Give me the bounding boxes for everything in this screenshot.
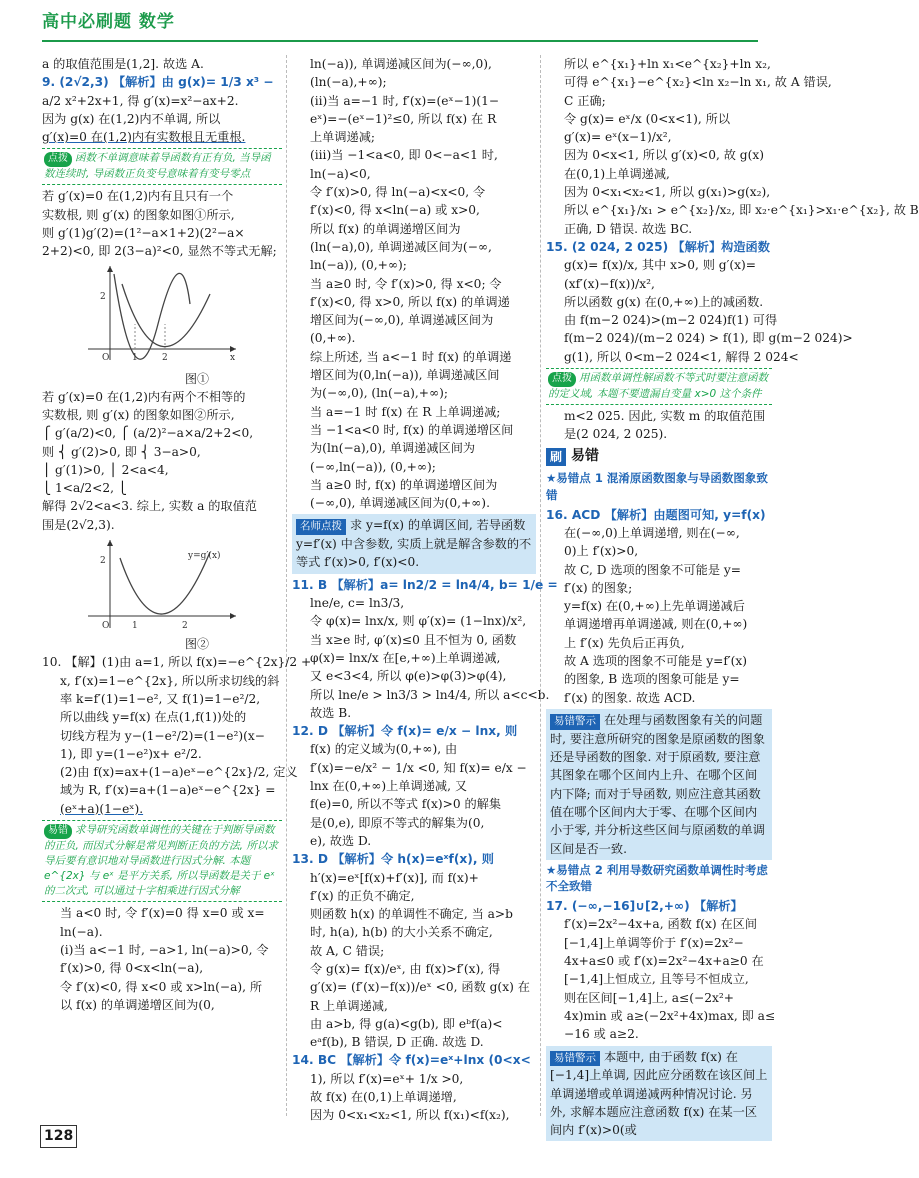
section-title: 易错 [571,448,600,465]
text-line: (0,+∞). [310,331,356,346]
text-line: 因为 0<x₁<x₂<1, 所以 g(x₁)>g(x₂), [564,185,771,200]
text-line: g′(x)=0 在(1,2)内有实数根且无重根. [42,130,246,145]
text-line: 增区间为(−∞,0), 单调递减区间为 [310,313,494,328]
text-line: ln(−a)<0, [310,166,371,181]
text-line: 令 f′(x)<0, 得 x<0 或 x>ln(−a), 所 [60,979,263,994]
teacher-tip-tag: 名师点拨 [296,519,346,535]
text-line: a/2 x²+2x+1, 得 g′(x)=x²−ax+2. [42,93,239,108]
text-line: ln(−a)), 单调递减区间为(−∞,0), [310,57,492,71]
answer-14-heading: 14. BC 【解析】令 f(x)=eˣ+lnx (0<x< [292,1053,531,1068]
text-line: 所以 e^{x₁}/x₁ > e^{x₂}/x₂, 即 x₂·e^{x₁}>x₁·e^{x₂}, 故 B [564,203,919,218]
text-line: 0)上 f′(x)>0, [564,544,639,559]
text-line: 1), 所以 f′(x)=eˣ+ 1/x >0, [310,1071,464,1086]
text-line: 是(0,e), 即原不等式的解集为(0, [310,815,485,830]
text-line: (ii)当 a=−1 时, f′(x)=(eˣ−1)(1− [310,93,500,108]
answer-13-heading: 13. D 【解析】令 h(x)=eˣf(x), 则 [292,852,494,867]
text-line: 可得 e^{x₁}−e^{x₂}<ln x₂−ln x₁, 故 A 错误, [564,75,832,90]
text-line: 因为 g(x) 在(1,2)内不单调, 所以 [42,111,221,126]
text-line: 当 −1<a<0 时, f(x) 的单调递增区间 [310,422,514,437]
text-line: ln(−a)), (0,+∞); [310,258,407,273]
text-line: 正确, D 错误. 故选 BC. [564,221,693,236]
text-line: 令 φ(x)= lnx/x, 则 φ′(x)= (1−lnx)/x², [310,614,527,629]
text-line: 当 x≥e 时, φ′(x)≤0 且不恒为 0, 函数 [310,632,517,647]
answer-12-heading: 12. D 【解析】令 f(x)= e/x − lnx, 则 [292,724,518,739]
text-line: 因为 0<x₁<x₂<1, 所以 f(x₁)<f(x₂), [310,1108,510,1123]
text-line: 故 A 选项的图象不可能是 y=f′(x) [564,654,748,669]
svg-text:O: O [102,353,110,364]
text-line: f′(x) 的图象. 故选 ACD. [564,690,696,705]
text-line: f′(x)=2x²−4x+a, 函数 f(x) 在区间 [564,917,758,932]
text-line: f′(x)>0, 得 0<x<ln(−a), [60,961,204,976]
text-line: [−1,4]上单调等价于 f′(x)=2x²− [564,935,744,950]
text-line: R 上单调递减, [310,998,388,1013]
text-line: 故选 B. [310,705,352,720]
text-line: 令 g(x)= eˣ/x (0<x<1), 所以 [564,111,731,126]
tip-text: 用函数单调性解函数不等式时要注意函数的定义域, 本题不要遗漏自变量 x>0 这个条件 [548,372,768,400]
text-line: 切线方程为 y−(1−e²/2)=(1−e²)(x− [60,728,265,743]
error-tag: 易错 [44,824,72,839]
text-line: y=f(x) 在(0,+∞)上先单调递减后 [564,599,745,614]
column-divider [286,55,287,1116]
text-line: 域为 R, f′(x)=a+(1−a)eˣ−e^{2x} = [60,783,276,798]
column-1 [42,55,312,1014]
text-line: (−∞,0), 单调递减区间为(0,+∞). [310,496,490,511]
tip-note [546,368,772,405]
text-line: ⎪ g′(1)>0, ⎪ 2<a<4, [42,462,169,477]
text-line: 为(ln(−a),0), 单调递减区间为 [310,441,476,456]
text-line: 故 A, C 错误; [310,943,385,958]
text-line: C 正确; [564,93,606,108]
column-2 [292,55,558,1125]
text-line: g(x)= f(x)/x, 其中 x>0, 则 g′(x)= [564,258,756,273]
text-line: 所以 f(x) 的单调递增区间为 [310,221,461,236]
text-line: 4x)min 或 a≥(−2x²+4x)max, 即 a≤ [564,1008,776,1023]
figure-1-caption: 图① [184,371,209,386]
text-line: 实数根, 则 g′(x) 的图象如图②所示, [42,407,235,422]
text-line: 当 a=−1 时 f(x) 在 R 上单调递减; [310,404,501,419]
text-line: 4x+a≤0 或 f′(x)=2x²−4x+a≥0 在 [564,954,764,969]
text-line: (eˣ+a)(1−eˣ). [60,801,144,816]
text-line: f(m−2 024)/(m−2 024) > f(1), 即 g(m−2 024)> [564,331,853,346]
error-point-1: ★易错点 1 混淆原函数图象与导函数图象致错 [546,471,768,503]
warning-tag: 易错警示 [550,714,600,730]
text-line: f′(x)<0, 得 x<ln(−a) 或 x>0, [310,203,480,218]
text-line: 上 f′(x) 先负后正再负, [564,635,685,650]
text-line: φ(x)= lnx/x 在[e,+∞)上单调递减, [310,650,501,665]
text-line: 故 f(x) 在(0,1)上单调递增, [310,1090,457,1105]
error-note [42,820,282,902]
svg-text:2: 2 [162,353,168,364]
text-line: 增区间为(0,ln(−a)), 单调递减区间 [310,368,500,383]
text-line: (ln(−a),+∞); [310,75,387,90]
answer-17-heading: 17. (−∞,−16]∪[2,+∞) 【解析】 [546,899,743,914]
answer-15-heading: 15. (2 024, 2 025) 【解析】构造函数 [546,239,770,254]
text-line: 单调递增再单调递减, 则在(0,+∞) [564,617,748,632]
text-line: 围是(2√2,3). [42,517,115,532]
text-line: 2+2)<0, 即 2(3−a)²<0, 显然不等式无解; [42,244,277,259]
text-line: 因为 0<x<1, 所以 g′(x)<0, 故 g(x) [564,148,764,163]
svg-text:1: 1 [132,621,138,632]
text-line: a 的取值范围是(1,2]. 故选 A. [42,57,204,71]
column-3 [546,55,919,1143]
text-line: 是(2 024, 2 025). [564,427,668,442]
text-line: [−1,4]上恒成立, 且等号不恒成立, [564,972,749,987]
text-line: 所以函数 g(x) 在(0,+∞)上的减函数. [564,294,764,309]
text-line: (xf′(x)−f(x))/x², [564,276,655,291]
text-line: f(x) 的定义域为(0,+∞), 由 [310,742,458,757]
tip-tag: 点拨 [548,372,576,387]
figure-1-graph [80,264,240,364]
text-line: 则 ⎨ g′(2)>0, 即 ⎨ 3−a>0, [42,444,201,459]
text-line: m<2 025. 因此, 实数 m 的取值范围 [564,408,766,423]
text-line: 故 C, D 选项的图象不可能是 y= [564,562,742,577]
section-heading [546,446,772,467]
text-line: x, f′(x)=1−e^{2x}, 所以所求切线的斜 [60,673,280,688]
text-line: f′(x)<0, 得 x>0, 所以 f(x) 的单调递 [310,294,510,309]
text-line: (−∞,ln(−a)), (0,+∞); [310,459,436,474]
svg-text:1: 1 [132,353,138,364]
text-line: 综上所述, 当 a<−1 时 f(x) 的单调递 [310,349,512,364]
text-line: 所以 lne/e > ln3/3 > ln4/4, 所以 a<c<b. [310,687,550,702]
error-note-text: 求导研究函数单调性的关键在于判断导函数的正负, 而因式分解是常见判断正负的方法, 所以求导后要有意识地对导函数进行因式分解. 本题 e^{2x} 与 eˣ 是平方关系, 所以导函数是关于 eˣ 的二次式, 可以通过十字相乘进行因式分解 [44,824,278,898]
text-line: ln(−a). [60,924,103,939]
text-line: 上单调递减; [310,130,376,145]
text-line: 则 g′(1)g′(2)=(1²−a×1+2)(2²−a× [42,225,245,240]
text-line: 由 a>b, 得 g(a)<g(b), 即 eᵇf(a)< [310,1016,503,1031]
teacher-tip-text: 求 y=f(x) 的单调区间, 若导函数 y=f′(x) 中含参数, 实质上就是解含参数的不等式 f′(x)>0, f′(x)<0. [296,518,532,570]
text-line: 令 f′(x)>0, 得 ln(−a)<x<0, 令 [310,185,486,200]
figure-2-caption: 图② [184,637,209,652]
text-line: 所以曲线 y=f(x) 在点(1,f(1))处的 [60,710,247,725]
tip-text: 函数不单调意味着导函数有正有负, 当导函数连续时, 导函数正负变号意味着有变号零点 [44,152,271,180]
tip-note [42,148,282,185]
answer-9-heading: 9. (2√2,3) 【解析】由 g(x)= 1/3 x³ − [42,75,274,90]
text-line: 由 f(m−2 024)>(m−2 024)f(1) 可得 [564,313,778,328]
answer-16-heading: 16. ACD 【解析】由题图可知, y=f(x) [546,507,766,522]
text-line: 则在区间[−1,4]上, a≤(−2x²+ [564,990,734,1005]
text-line: 的图象, B 选项的图象可能是 y= [564,672,740,687]
figure-2-graph [80,538,240,630]
text-line: 又 e<3<4, 所以 φ(e)>φ(3)>φ(4), [310,669,507,684]
warning-text: 本题中, 由于函数 f(x) 在[−1,4]上单调, 因此应分函数在该区间上单调递增或单调递减两种情况讨论. 另外, 求解本题应注意函数 f(x) 在某一区间内 f′(x)>0(或 [550,1049,768,1138]
text-line: 实数根, 则 g′(x) 的图象如图①所示, [42,207,235,222]
text-line: eᵃf(b), B 错误, D 正确. 故选 D. [310,1035,484,1050]
text-line: e), 故选 D. [310,833,372,848]
text-line: 当 a<0 时, 令 f′(x)=0 得 x=0 或 x= [60,906,265,921]
text-line: 当 a≥0 时, f(x) 的单调递增区间为 [310,477,498,492]
text-line: 所以 e^{x₁}+ln x₁<e^{x₂}+ln x₂, [564,57,771,71]
text-line: 若 g′(x)=0 在(1,2)内有且只有一个 [42,189,234,204]
text-line: 以 f(x) 的单调递增区间为(0, [60,997,215,1012]
text-line: ⎧ g′(a/2)<0, ⎧ (a/2)²−a×a/2+2<0, [42,426,254,441]
svg-text:2: 2 [100,556,106,567]
svg-text:x: x [230,353,236,364]
page-number: 128 [40,1125,77,1148]
teacher-tip-box [292,514,536,573]
text-line: (iii)当 −1<a<0, 即 0<−a<1 时, [310,148,498,163]
text-line: g′(x)= (f′(x)−f(x))/eˣ <0, 函数 g(x) 在 [310,980,530,995]
text-line: g(1), 所以 0<m−2 024<1, 解得 2 024< [564,349,799,364]
text-line: 为(−∞,0), (ln(−a),+∞); [310,386,449,401]
text-line: ⎩ 1<a/2<2, ⎩ [42,481,127,496]
svg-text:2: 2 [182,621,188,632]
text-line: g′(x)= eˣ(x−1)/x², [564,130,672,145]
text-line: 1), 即 y=(1−e²)x+ e²/2. [60,746,202,761]
text-line: lnx 在(0,+∞)上单调递减, 又 [310,779,468,794]
text-line: h′(x)=eˣ[f(x)+f′(x)], 而 f(x)+ [310,870,479,885]
answer-11-heading: 11. B 【解析】a= ln2/2 = ln4/4, b= 1/e = [292,577,558,592]
warning-box [546,709,772,860]
text-line: 若 g′(x)=0 在(1,2)内有两个不相等的 [42,389,246,404]
warning-text: 在处理与函数图象有关的问题时, 要注意所研究的图象是原函数的图象还是导函数的图象. 对于原函数, 要注意其图象在哪个区间内上升、在哪个区间内下降; 而对于导函数, 则应注意其函数值在哪个区间内大于零、在哪个区间内小于零, 并分析这些区间与原函数的单调区间是否一致. [550,712,765,856]
text-line: 在(0,1)上单调递减, [564,166,670,181]
figure-2-curve-label: y=g′(x) [188,551,221,562]
text-line: 当 a≥0 时, 令 f′(x)>0, 得 x<0; 令 [310,276,502,291]
header-rule [42,40,758,42]
tip-tag: 点拨 [44,152,72,167]
page-header-title: 高中必刷题 数学 [42,12,175,32]
text-line: eˣ)=−(eˣ−1)²≤0, 所以 f(x) 在 R [310,111,497,126]
error-point-2: ★易错点 2 利用导数研究函数单调性时考虑不全致错 [546,862,768,894]
svg-text:O: O [102,621,110,632]
text-line: (ln(−a),0), 单调递减区间为(−∞, [310,239,492,254]
text-line: 率 k=f′(1)=1−e², 又 f(1)=1−e²/2, [60,691,261,706]
text-line: 解得 2√2<a<3. 综上, 实数 a 的取值范 [42,499,257,514]
text-line: lne/e, c= ln3/3, [310,596,405,611]
text-line: −16 或 a≥2. [564,1027,639,1042]
text-line: 令 g(x)= f(x)/eˣ, 由 f(x)>f′(x), 得 [310,962,501,976]
warning-tag: 易错警示 [550,1051,600,1067]
text-line: 在(−∞,0)上单调递增, 则在(−∞, [564,526,740,540]
text-line: (2)由 f(x)=ax+(1−a)eˣ−e^{2x}/2, 定义 [60,765,298,780]
svg-text:2: 2 [100,292,106,303]
warning-box [546,1046,772,1142]
answer-10-heading: 10. 【解】(1)由 a=1, 所以 f(x)=−e^{2x}/2 + [42,655,312,670]
text-line: (i)当 a<−1 时, −a>1, ln(−a)>0, 令 [60,943,269,957]
text-line: f′(x)=−e/x² − 1/x <0, 知 f(x)= e/x − [310,760,527,775]
text-line: f′(x) 的图象; [564,580,633,595]
text-line: 时, h(a), h(b) 的大小关系不确定, [310,925,493,940]
text-line: f(e)=0, 所以不等式 f(x)>0 的解集 [310,797,502,812]
text-line: 则函数 h(x) 的单调性不确定, 当 a>b [310,907,513,922]
text-line: f′(x) 的正负不确定, [310,888,415,903]
section-badge: 刷 [546,448,566,466]
